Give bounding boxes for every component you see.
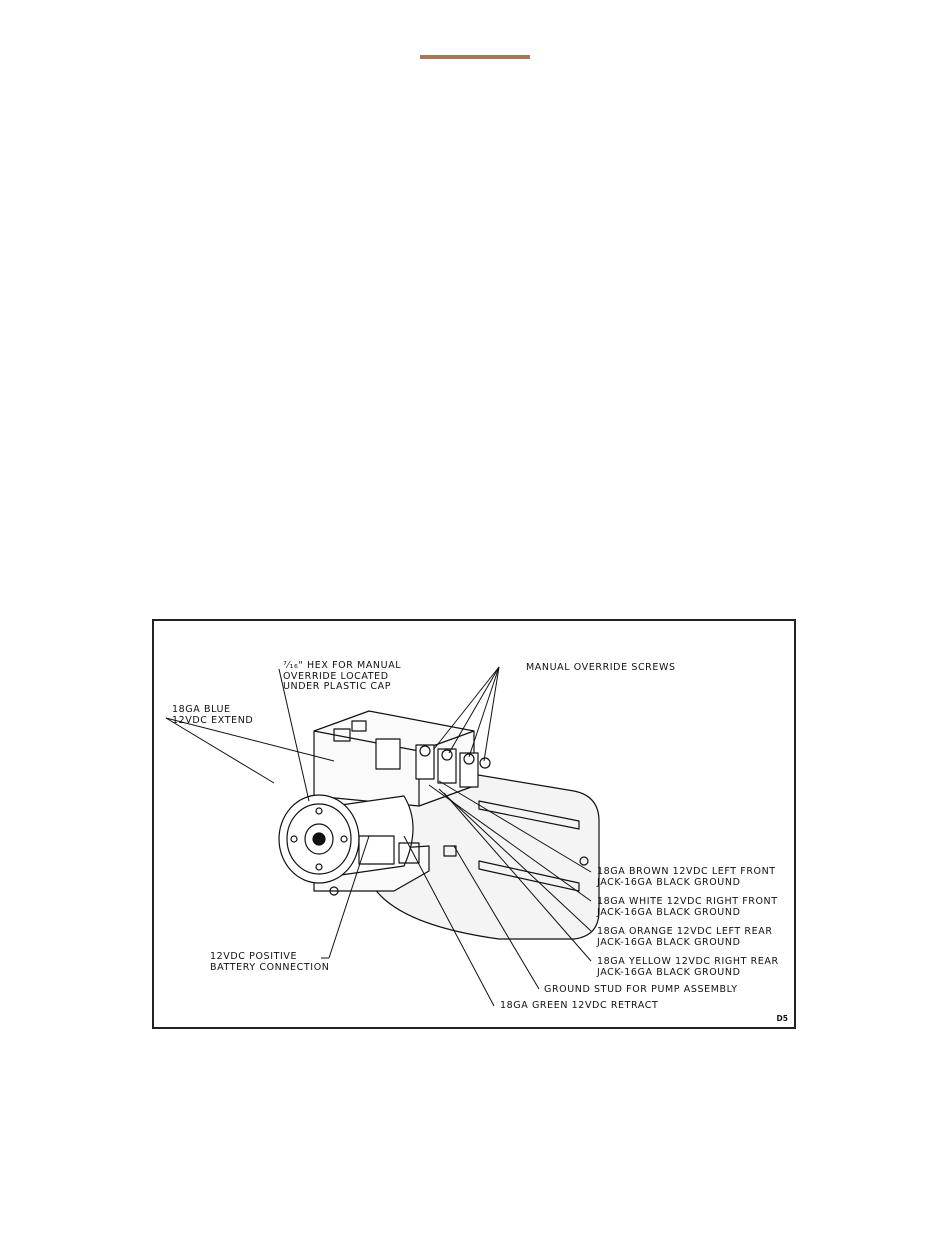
label-manual-override-screws: MANUAL OVERRIDE SCREWS xyxy=(526,662,676,673)
label-orange-left-rear: 18GA ORANGE 12VDC LEFT REAR JACK-16GA BLACK GROUND xyxy=(597,926,773,948)
label-brown-left-front: 18GA BROWN 12VDC LEFT FRONT JACK-16GA BLACK GROUND xyxy=(597,866,776,888)
label-green-retract: 18GA GREEN 12VDC RETRACT xyxy=(500,1000,659,1011)
label-ground-stud: GROUND STUD FOR PUMP ASSEMBLY xyxy=(544,984,738,995)
label-hex-override: ⁷⁄₁₆" HEX FOR MANUAL OVERRIDE LOCATED UNDER PLASTIC CAP xyxy=(283,660,402,692)
label-white-right-front: 18GA WHITE 12VDC RIGHT FRONT JACK-16GA BLACK GROUND xyxy=(597,896,778,918)
label-blue-extend: 18GA BLUE 12VDC EXTEND xyxy=(172,704,254,726)
figure-id: D5 xyxy=(776,1014,788,1023)
pump-wiring-diagram xyxy=(152,619,796,1029)
label-battery-connection: 12VDC POSITIVE BATTERY CONNECTION xyxy=(210,951,330,973)
header-accent-rule xyxy=(420,55,530,59)
label-yellow-right-rear: 18GA YELLOW 12VDC RIGHT REAR JACK-16GA BLACK GROUND xyxy=(597,956,779,978)
